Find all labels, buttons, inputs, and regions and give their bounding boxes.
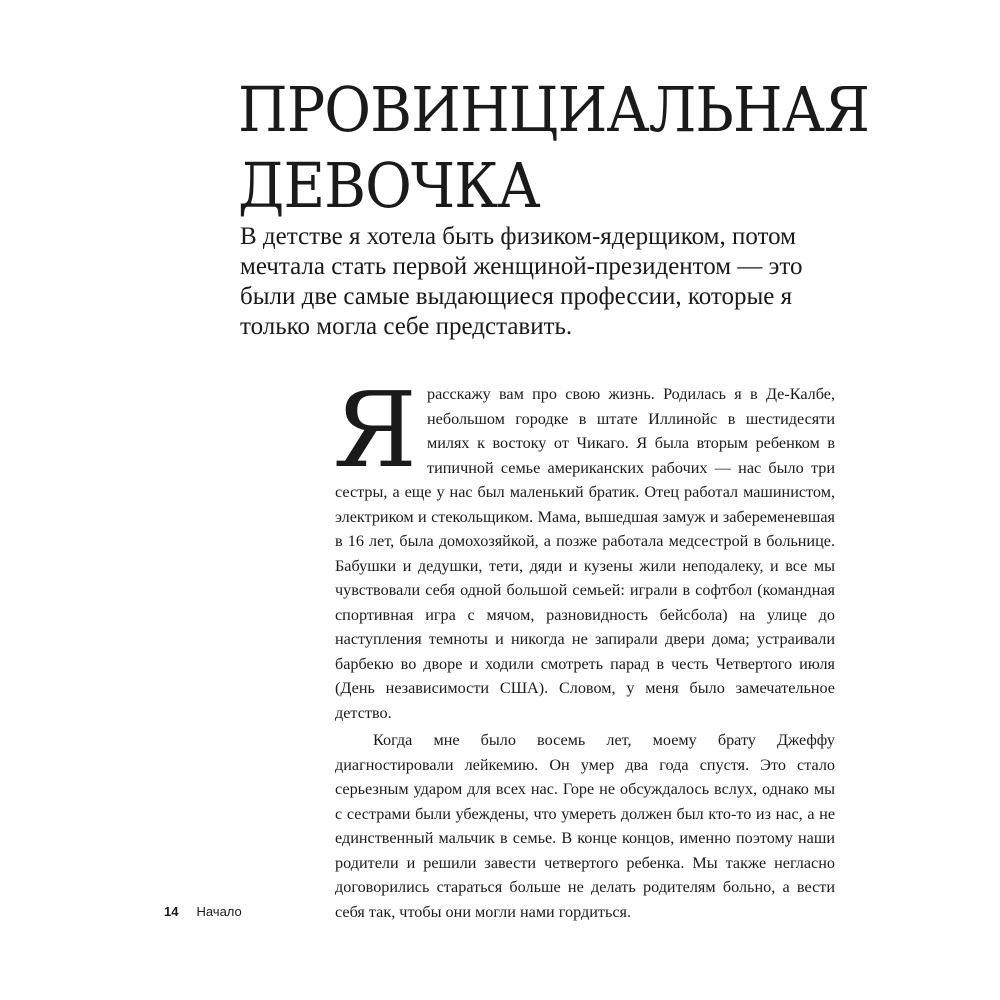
body-text — [333, 369, 835, 924]
body-paragraph-1-text: расскажу вам про свою жизнь. Родилась я в Де-Калбе, небольшом городке в штате Иллинойс в шестидесяти милях к востоку от Чикаго. Я была вторым ребенком в типичной семье американских рабочих — нас было три сестры, а еще у нас был маленький братик. Отец работал машинистом, электриком и стекольщиком. Мама, вышедшая замуж и забеременевшая в 16 лет, была домохозяйкой, а позже работала медсестрой в больнице. Бабушки и дедушки, тети, дяди и кузены жили неподалеку, и все мы чувствовали себя одной большой семьей: играли в софтбол (командная спортивная игра с мячом, разновидность бейсбола) на улице до наступления темноты и никогда не запирали двери дома; устраивали барбекю во дворе и ходили смотреть парад в честь Четвертого июля (День независимости США). Словом, у меня было замечательное детство. — [335, 385, 835, 722]
drop-cap: Я — [333, 369, 417, 491]
body-paragraph-2: Когда мне было восемь лет, моему брату Джеффу диагностировали лейкемию. Он умер два года спустя. Это стало серьезным ударом для всех нас. Горе не обсуждалось вслух, однако мы с сестрами были убеждены, что умереть должен был кто-то из нас, а не единственный мальчик в семье. В конце концов, именно поэтому наши родители и решили завести четвертого ребенка. Мы также негласно договорились стараться больше не делать родителям больно, а вести себя так, чтобы они могли нами гордиться. — [335, 731, 835, 921]
page-footer — [164, 904, 242, 919]
lead-paragraph: В детстве я хотела быть физиком-ядерщиком, потом мечтала стать первой женщиной-президентом — это были две самые выдающиеся профессии, которые я только могла себе представить. — [240, 223, 803, 340]
chapter-title-line-2: ДЕВОЧКА — [238, 149, 540, 222]
running-section-title: Начало — [196, 904, 242, 919]
body-paragraph-1 — [333, 369, 835, 725]
chapter-title — [238, 72, 870, 224]
page-number: 14 — [164, 904, 179, 919]
chapter-title-line-1: ПРОВИНЦИАЛЬНАЯ — [238, 73, 870, 146]
